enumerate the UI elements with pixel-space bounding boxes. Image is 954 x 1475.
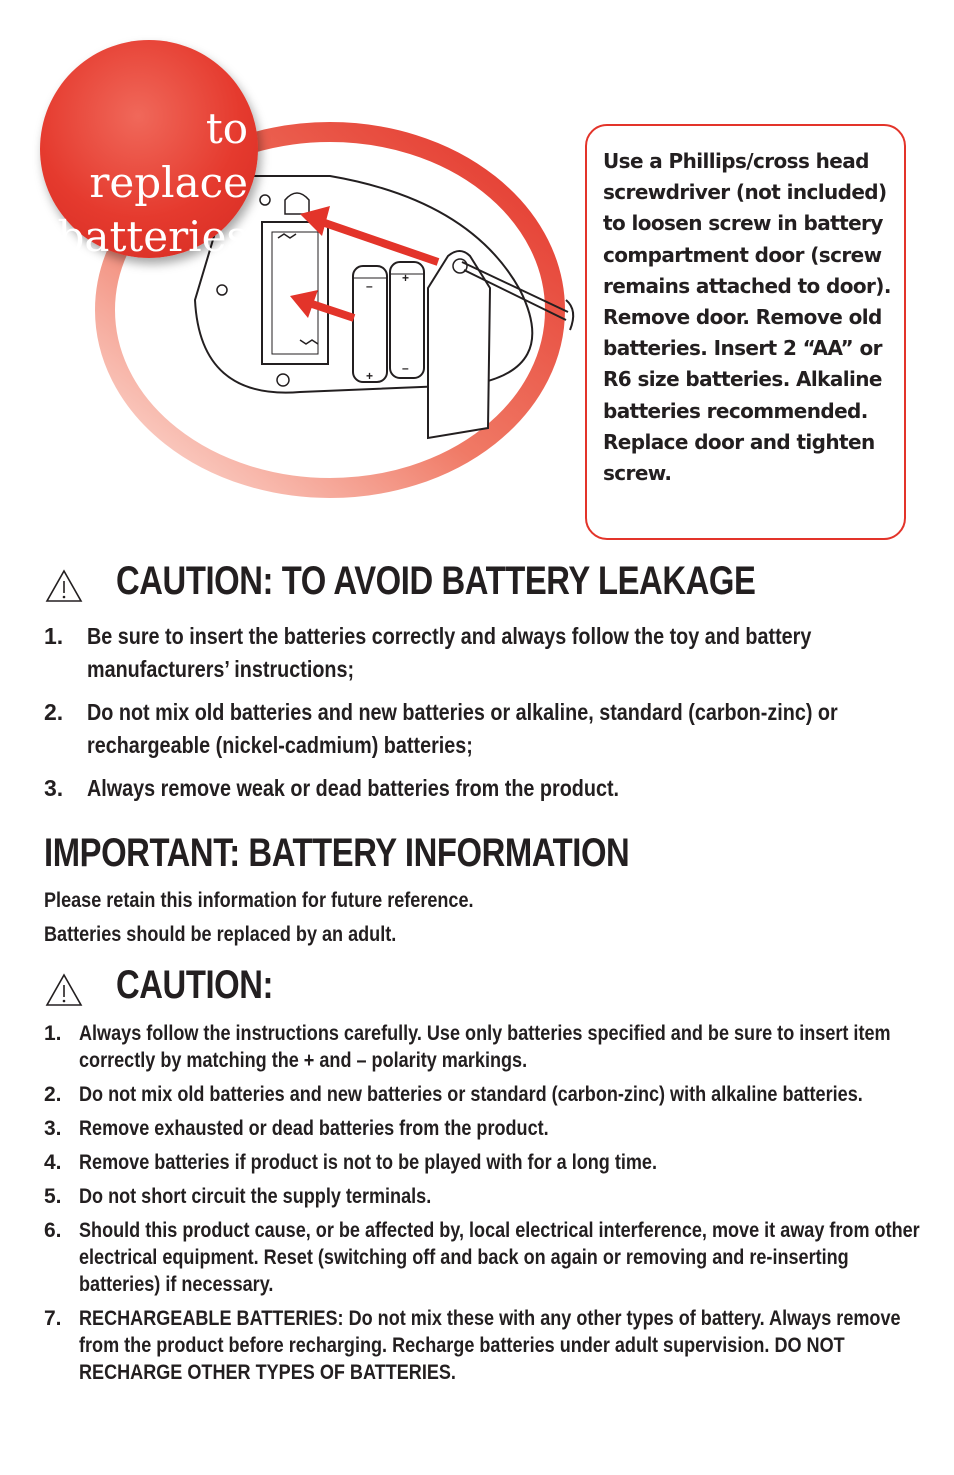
plus-mark-right: +: [402, 271, 410, 285]
badge-line-2: batteries: [57, 212, 248, 261]
caution-leakage-list: [44, 620, 924, 815]
caution-list: [44, 1020, 934, 1393]
list-item: [44, 696, 924, 762]
item-text: Do not mix old batteries and new batteries or standard (carbon-zinc) with alkaline batteries.: [79, 1083, 863, 1106]
list-item: [44, 1149, 934, 1176]
caution-leakage-title: CAUTION: TO AVOID BATTERY LEAKAGE: [116, 559, 756, 603]
warning-triangle-icon: [44, 568, 84, 604]
list-item: [44, 1305, 934, 1386]
badge-line-1: to replace: [89, 104, 248, 207]
list-item: [44, 620, 924, 686]
item-text: Do not short circuit the supply terminals.: [79, 1185, 432, 1208]
important-title: IMPORTANT: BATTERY INFORMATION: [44, 831, 630, 875]
minus-mark-left: –: [366, 279, 373, 293]
instruction-text: Use a Phillips/cross head screwdriver (not included) to loosen screw in battery compartment door (screw remains attached to door). Remove door. Remove old batteries. Insert 2 “AA” or R6 size batteries. Alkaline batteries recommended. Replace door and tighten screw.: [603, 149, 891, 486]
item-number: 1.: [44, 623, 64, 649]
list-item: [44, 1183, 934, 1210]
item-text: Always follow the instructions carefully. Use only batteries specified and be sure to insert item correctly by matching the + and – polarity markings.: [79, 1022, 891, 1072]
item-text: Be sure to insert the batteries correctly and always follow the toy and battery manufacturers’ instructions;: [87, 623, 812, 682]
list-item: [44, 1020, 934, 1074]
item-number: 6.: [44, 1219, 62, 1242]
caution-title: CAUTION:: [116, 963, 274, 1007]
minus-mark-right: –: [402, 361, 409, 375]
important-line-2: Batteries should be replaced by an adult.: [44, 923, 397, 946]
item-text: Remove exhausted or dead batteries from the product.: [79, 1117, 549, 1140]
item-text: Do not mix old batteries and new batteries or alkaline, standard (carbon-zinc) or rechargeable (nickel-cadmium) batteries;: [87, 699, 838, 758]
list-item: [44, 772, 924, 805]
list-item: [44, 1081, 934, 1108]
to-replace-batteries-badge: [40, 40, 258, 261]
item-number: 5.: [44, 1185, 62, 1208]
item-number: 3.: [44, 775, 64, 801]
list-item: [44, 1217, 934, 1298]
item-text: Always remove weak or dead batteries from the product.: [87, 775, 620, 801]
item-number: 3.: [44, 1117, 62, 1140]
item-number: 7.: [44, 1307, 62, 1330]
item-number: 1.: [44, 1022, 62, 1045]
item-text: Remove batteries if product is not to be played with for a long time.: [79, 1151, 658, 1174]
instruction-box: [585, 124, 906, 540]
important-note: [44, 884, 944, 952]
item-text: RECHARGEABLE BATTERIES: Do not mix these with any other types of battery. Always remove from the product before recharging. Recharge batteries under adult supervision. DO NOT RECHARGE OTHER TYPES OF BATTERIES.: [79, 1307, 901, 1384]
warning-triangle-icon: [44, 972, 84, 1008]
item-number: 2.: [44, 1083, 62, 1106]
item-number: 2.: [44, 699, 64, 725]
list-item: [44, 1115, 934, 1142]
important-line-1: Please retain this information for future reference.: [44, 889, 474, 912]
item-number: 4.: [44, 1151, 62, 1174]
item-text: Should this product cause, or be affected by, local electrical interference, move it away from other electrical equipment. Reset (switching off and back on again or removing and re-inserting batteries) if necessary.: [79, 1219, 920, 1296]
plus-mark-left: +: [366, 369, 374, 383]
